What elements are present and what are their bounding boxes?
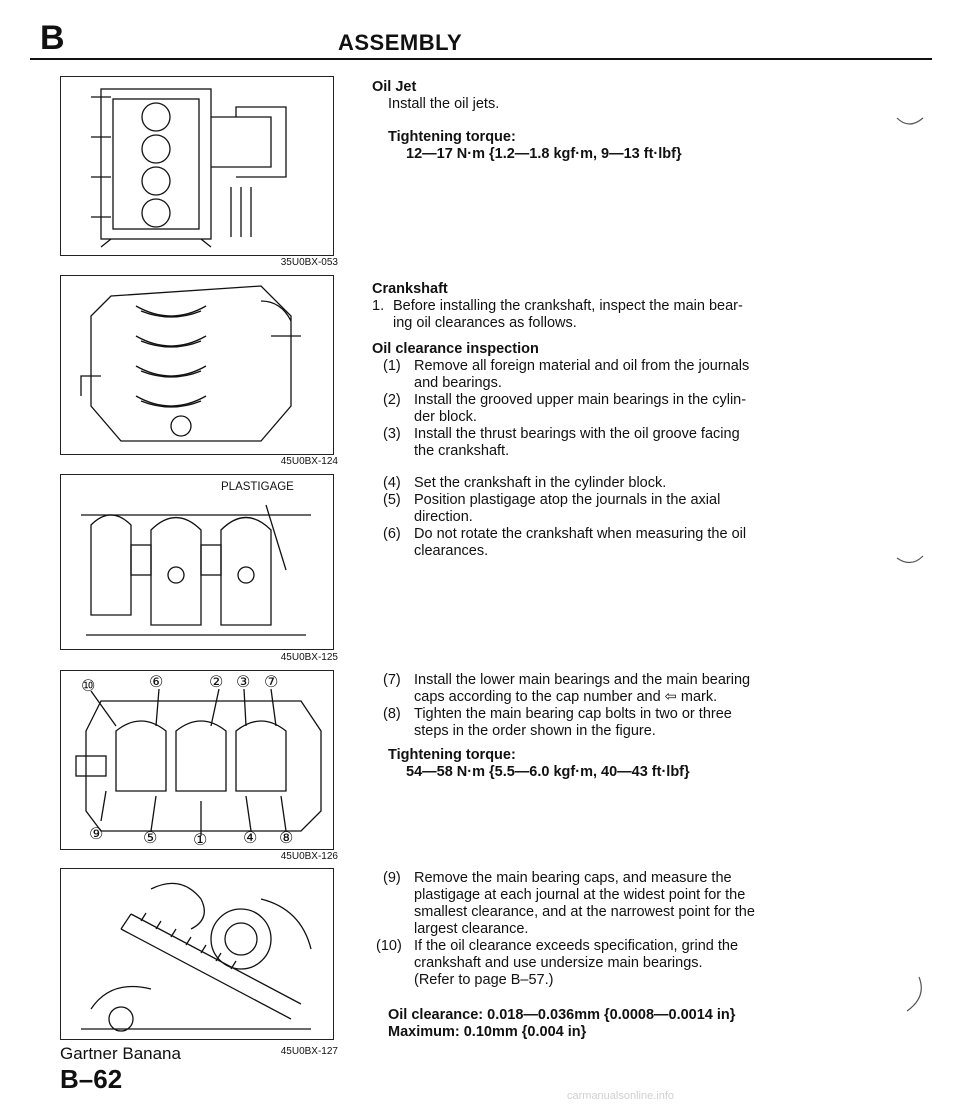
footer-text: Gartner Banana <box>60 1044 181 1063</box>
step-line: Position plastigage atop the journals in the axial <box>414 492 721 508</box>
bolt-number: ⑥ <box>149 672 164 691</box>
inspection-heading: Oil clearance inspection <box>372 341 539 357</box>
crankshaft-heading: Crankshaft <box>372 281 448 297</box>
measure-plastigage-illustration <box>61 869 333 1039</box>
step-line: the crankshaft. <box>414 443 510 459</box>
bolt-number: ⑤ <box>143 828 158 847</box>
step-number: (4) <box>383 475 401 491</box>
oil-jet-torque-label: Tightening torque: <box>388 129 516 145</box>
step-number: (3) <box>383 426 401 442</box>
step-line: largest clearance. <box>414 921 529 937</box>
step-number: (6) <box>383 526 401 542</box>
margin-mark <box>895 550 925 570</box>
cap-torque-value: 54—58 N·m {5.5—6.0 kgf·m, 40—43 ft·lbf} <box>406 764 690 780</box>
cap-bolt-order-illustration <box>61 671 333 849</box>
inspection-step <box>383 870 943 938</box>
step-line: crankshaft and use undersize main bearings. <box>414 955 703 971</box>
crankshaft-step-line: Before installing the crankshaft, inspect the main bear- <box>393 298 743 314</box>
figure-upper-bearings <box>60 275 334 455</box>
bolt-number: ③ <box>236 672 251 691</box>
bolt-number: ⑩ <box>81 676 96 695</box>
page-number: B–62 <box>60 1064 123 1094</box>
figure-code: 45U0BX-127 <box>280 1046 338 1057</box>
step-line: and bearings. <box>414 375 502 391</box>
inspection-step <box>383 706 943 740</box>
step-line: clearances. <box>414 543 489 559</box>
step-number: (8) <box>383 706 401 722</box>
bolt-number: ⑧ <box>279 828 294 847</box>
step-line: der block. <box>414 409 477 425</box>
figure-plastigage <box>60 474 334 650</box>
step-number: (2) <box>383 392 401 408</box>
oil-jet-heading: Oil Jet <box>372 79 417 95</box>
bolt-number: ① <box>193 830 208 849</box>
step-number: (5) <box>383 492 401 508</box>
oil-jet-torque-value: 12—17 N·m {1.2—1.8 kgf·m, 9—13 ft·lbf} <box>406 146 682 162</box>
figure-code: 45U0BX-125 <box>280 652 338 663</box>
figure-measure-plastigage <box>60 868 334 1040</box>
cap-torque-label: Tightening torque: <box>388 747 516 763</box>
bolt-number: ② <box>209 672 224 691</box>
step-line: smallest clearance, and at the narrowest point for the <box>414 904 755 920</box>
section-letter: B <box>40 19 65 57</box>
inspection-step <box>383 492 943 526</box>
inspection-step <box>376 938 942 989</box>
step-line: Do not rotate the crankshaft when measuring the oil <box>414 526 747 542</box>
step-line: plastigage at each journal at the widest point for the <box>414 887 746 903</box>
bolt-number: ⑦ <box>264 672 279 691</box>
step-line: Install the thrust bearings with the oil groove facing <box>414 426 740 442</box>
inspection-step <box>383 392 943 426</box>
step-line: (Refer to page B–57.) <box>414 972 554 988</box>
step-number: (10) <box>376 938 402 954</box>
plastigage-illustration <box>61 475 333 649</box>
step-number: (7) <box>383 672 401 688</box>
plastigage-label: PLASTIGAGE <box>221 481 294 493</box>
step-line: Remove all foreign material and oil from the journals <box>414 358 750 374</box>
inspection-step <box>383 475 943 492</box>
step-line: Install the lower main bearings and the main bearing <box>414 672 751 688</box>
step-number: (9) <box>383 870 401 886</box>
bolt-number: ④ <box>243 828 258 847</box>
watermark-text: carmanualsonline.info <box>567 1090 675 1102</box>
oil-jet-illustration <box>61 77 333 255</box>
crankshaft-step-line: ing oil clearances as follows. <box>393 315 577 331</box>
bolt-number: ⑨ <box>89 824 104 843</box>
figure-code: 45U0BX-124 <box>280 456 338 467</box>
figure-tightening-order <box>60 670 334 850</box>
figure-code: 45U0BX-126 <box>280 851 338 862</box>
crankshaft-step-number: 1. <box>372 298 385 314</box>
figure-code: 35U0BX-053 <box>280 257 338 268</box>
inspection-step <box>383 526 943 560</box>
inspection-step <box>383 358 943 392</box>
step-line: If the oil clearance exceeds specification, grind the <box>414 938 739 954</box>
oil-jet-instruction: Install the oil jets. <box>388 96 500 112</box>
step-line: Tighten the main bearing cap bolts in two or three <box>414 706 732 722</box>
step-line: direction. <box>414 509 473 525</box>
step-line: steps in the order shown in the figure. <box>414 723 656 739</box>
header-divider <box>30 58 932 60</box>
oil-clearance-maximum: Maximum: 0.10mm {0.004 in} <box>388 1024 587 1040</box>
step-line: caps according to the cap number and ⇦ mark. <box>414 689 718 705</box>
margin-mark <box>895 112 925 132</box>
margin-mark <box>905 975 927 1015</box>
step-number: (1) <box>383 358 401 374</box>
inspection-step <box>383 426 943 460</box>
step-line: Remove the main bearing caps, and measure the <box>414 870 732 886</box>
upper-bearings-illustration <box>61 276 333 454</box>
oil-clearance-spec: Oil clearance: 0.018—0.036mm {0.0008—0.0014 in} <box>388 1007 736 1023</box>
inspection-step <box>383 672 943 706</box>
step-line: Set the crankshaft in the cylinder block. <box>414 475 667 491</box>
step-line: Install the grooved upper main bearings in the cylin- <box>414 392 747 408</box>
figure-oil-jets <box>60 76 334 256</box>
page-title: ASSEMBLY <box>338 30 463 55</box>
